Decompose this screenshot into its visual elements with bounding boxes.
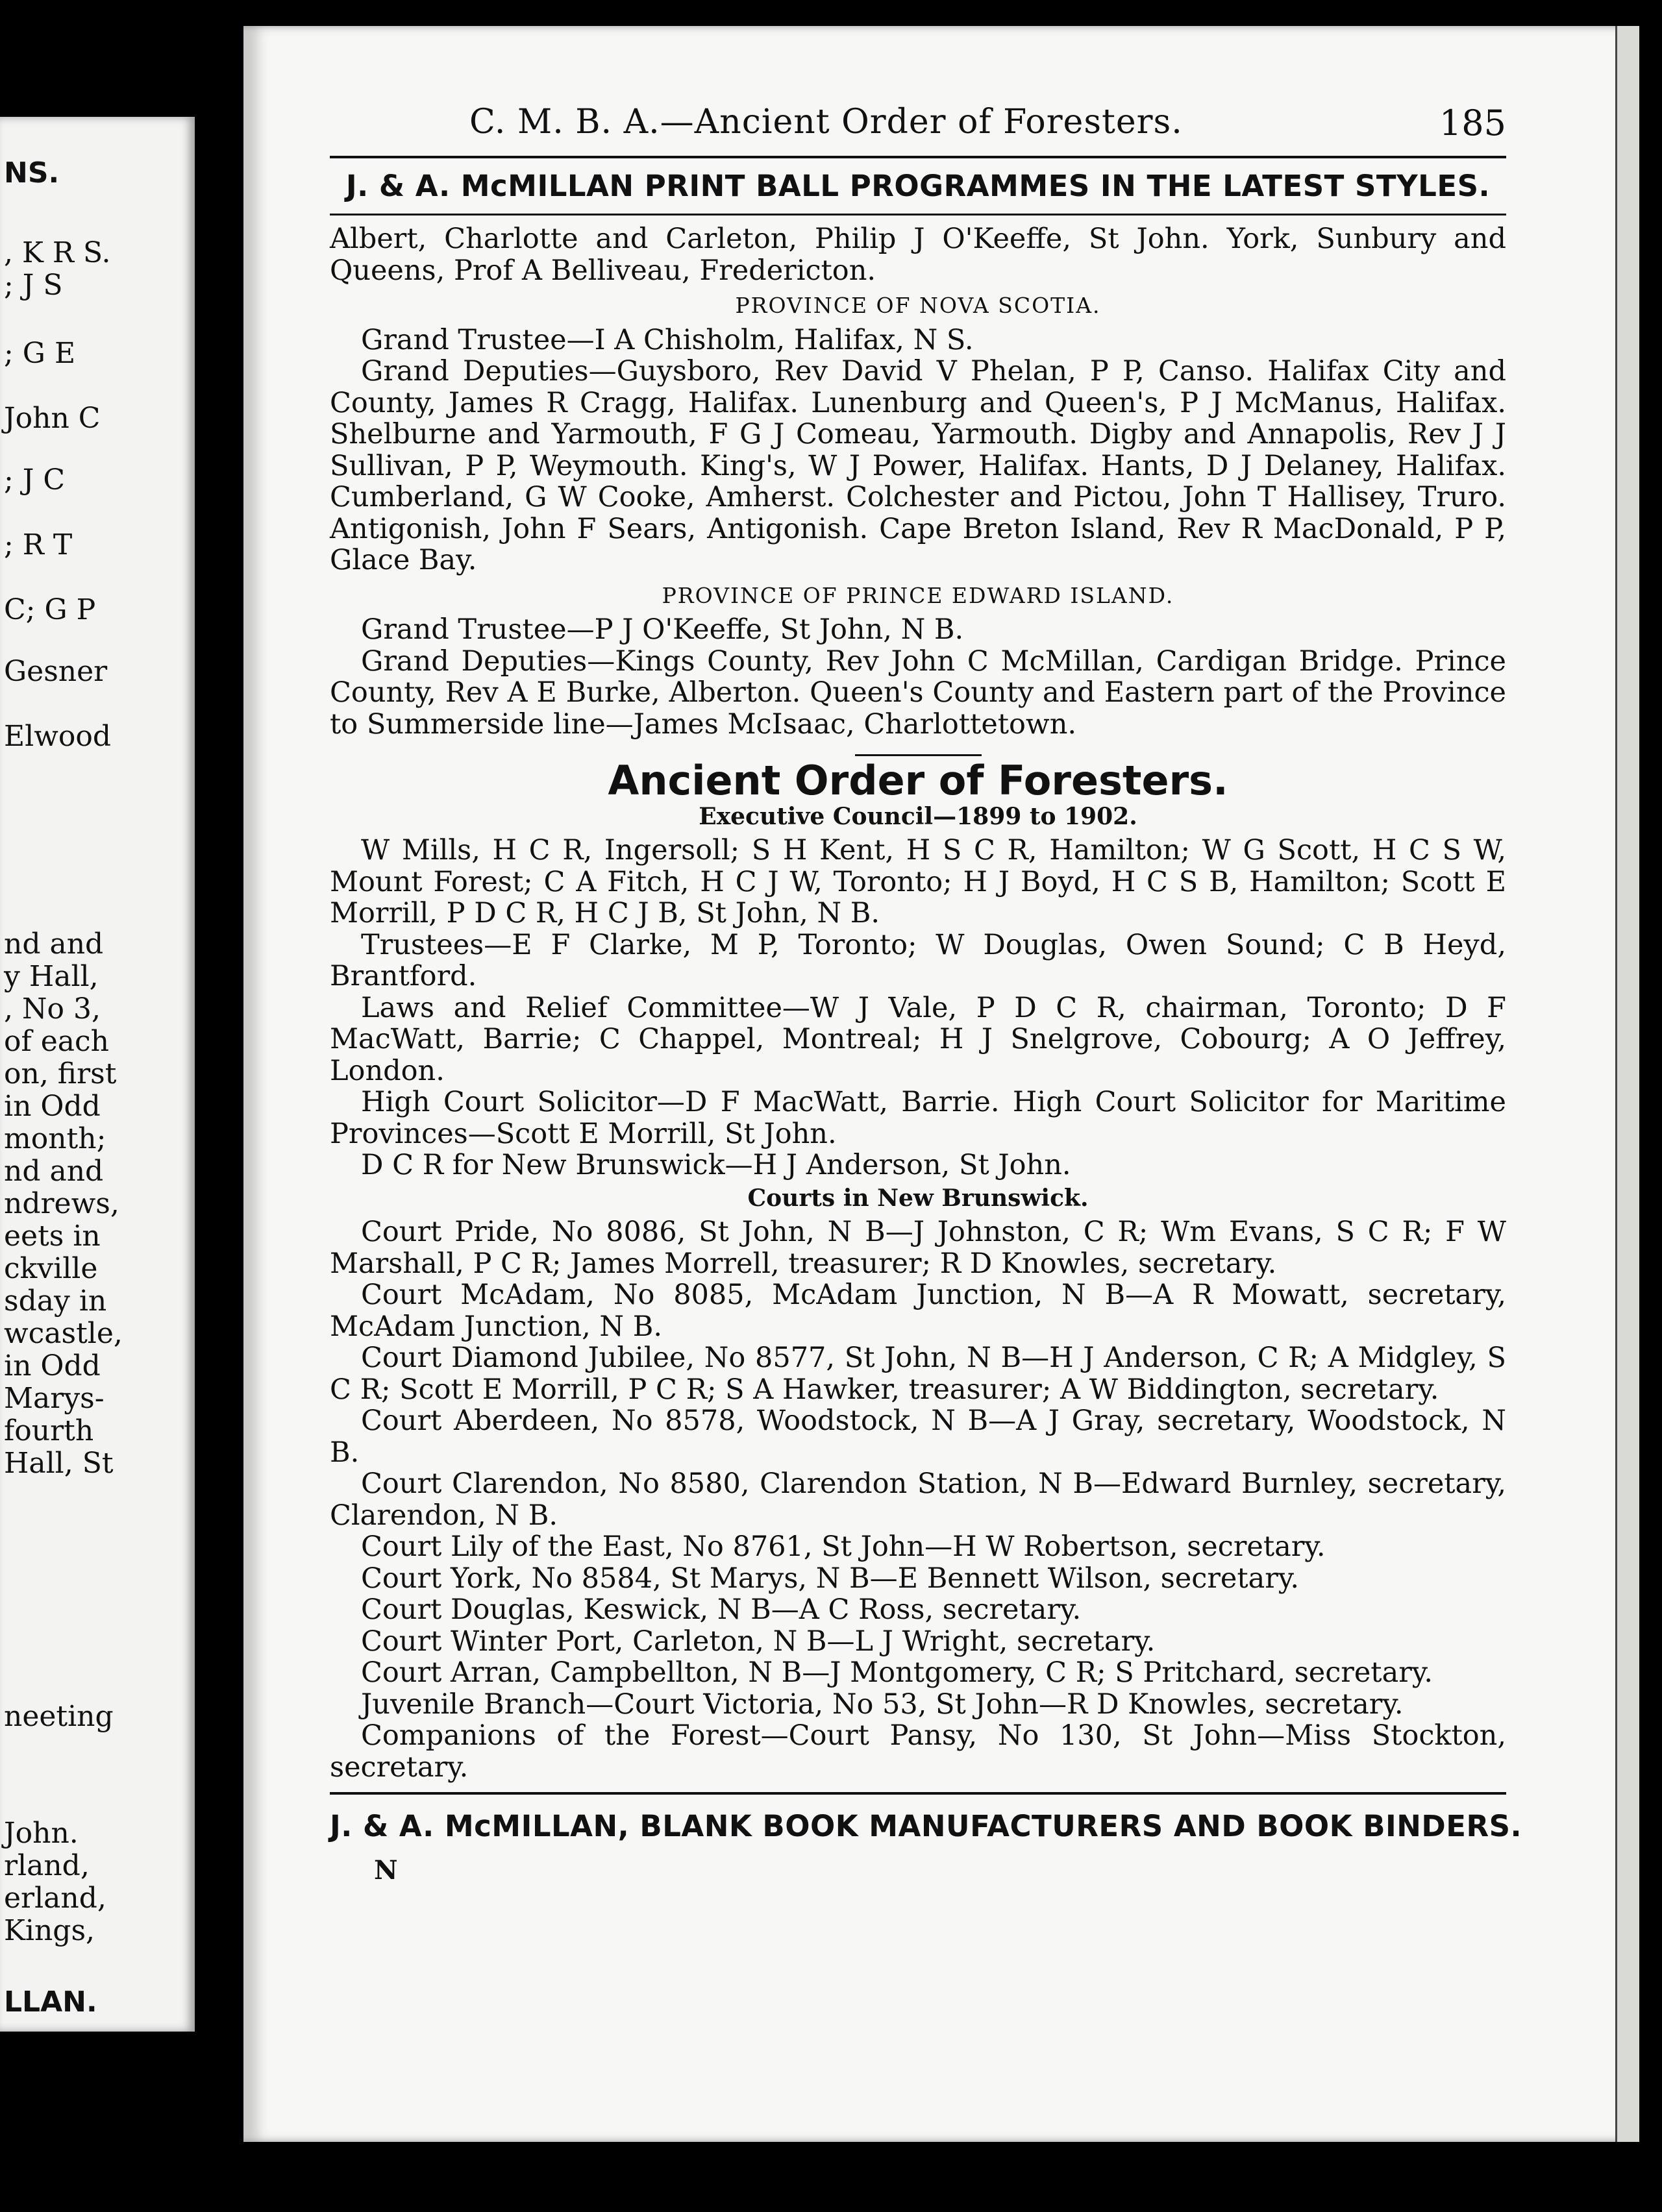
facing-page-text: Gesner <box>4 655 108 688</box>
court-entry: Court Winter Port, Carleton, N B—L J Wright, secretary. <box>361 1625 1156 1658</box>
page-content <box>330 26 1522 1886</box>
facing-page-text: month; <box>4 1122 106 1155</box>
court-entry: Juvenile Branch—Court Victoria, No 53, St John—R D Knowles, secretary. <box>361 1688 1404 1721</box>
running-title: C. M. B. A.—Ancient Order of Foresters. <box>469 103 1183 141</box>
cmba-intro: Albert, Charlotte and Carleton, Philip J O'Keeffe, St John. York, Sunbury and Queens, Prof A Belliveau, Fredericton. <box>330 223 1506 287</box>
court-entry: Court Douglas, Keswick, N B—A C Ross, secretary. <box>361 1593 1082 1626</box>
facing-page-text: Hall, St <box>4 1447 114 1480</box>
facing-page-text: ndrews, <box>4 1187 119 1220</box>
facing-page-text: Marys- <box>4 1382 105 1415</box>
facing-page-text: ; J S <box>4 269 63 302</box>
court-entry: Court Diamond Jubilee, No 8577, St John, N B—H J Anderson, C R; A Midgley, S C R; Scott E Morrill, P C R; S A Hawker, treasurer; A W Biddington, secretary. <box>330 1342 1506 1406</box>
facing-page-text: , K R S. <box>4 236 111 269</box>
facing-page-fragment <box>0 117 195 2032</box>
page-edge <box>1615 26 1639 2142</box>
court-entry: Court York, No 8584, St Marys, N B—E Bennett Wilson, secretary. <box>361 1562 1300 1595</box>
top-advertisement: J. & A. McMILLAN PRINT BALL PROGRAMMES IN THE LATEST STYLES. <box>345 169 1491 203</box>
facing-page-text: Kings, <box>4 1914 95 1947</box>
signature-mark: N <box>374 1855 398 1886</box>
facing-page-text: LLAN. <box>4 1985 97 2019</box>
facing-page-text: nd and <box>4 928 104 961</box>
facing-page-text: wcastle, <box>4 1317 123 1350</box>
facing-page-text: ; G E <box>4 337 76 370</box>
facing-page-text: erland, <box>4 1882 106 1915</box>
pei-trustee: Grand Trustee—P J O'Keeffe, St John, N B. <box>361 613 964 646</box>
court-entry: Companions of the Forest—Court Pansy, No 130, St John—Miss Stockton, secretary. <box>330 1719 1506 1784</box>
facing-page-text: y Hall, <box>4 960 99 993</box>
facing-page-text: eets in <box>4 1220 101 1253</box>
facing-page-text: in Odd <box>4 1349 101 1382</box>
nova-scotia-deputies: Grand Deputies—Guysboro, Rev David V Phelan, P P, Canso. Halifax City and County, James R Cragg, Halifax. Lunenburg and Queen's, P J McManus, Halifax. Shelburne and Yarmouth, F G J Comeau, Yarmouth. Digby and Annapolis, Rev J J Sullivan, P P, Weymouth. King's, W J Power, Halifax. Hants, D J Delaney, Halifax. Cumberland, G W Cooke, Amherst. Colchester and Pictou, John T Hallisey, Truro. Antigonish, John F Sears, Antigonish. Cape Breton Island, Rev R MacDonald, P P, Glace Bay. <box>330 355 1506 576</box>
footer-advertisement: J. & A. McMILLAN, BLANK BOOK MANUFACTURERS AND BOOK BINDERS. <box>330 1809 1522 1843</box>
court-entry: Court Aberdeen, No 8578, Woodstock, N B—A J Gray, secretary, Woodstock, N B. <box>330 1405 1506 1469</box>
facing-page-text: ckville <box>4 1252 98 1285</box>
facing-page-text: nd and <box>4 1155 104 1188</box>
court-entry: Court Pride, No 8086, St John, N B—J Johnston, C R; Wm Evans, S C R; F W Marshall, P C R; James Morrell, treasurer; R D Knowles, secretary. <box>330 1216 1506 1280</box>
facing-page-text: ; J C <box>4 463 66 497</box>
facing-page-text: John C <box>4 402 101 435</box>
trustees: Trustees—E F Clarke, M P, Toronto; W Douglas, Owen Sound; C B Heyd, Brantford. <box>330 928 1506 992</box>
court-solicitor: High Court Solicitor—D F MacWatt, Barrie. High Court Solicitor for Maritime Provinces—Scott E Morrill, St John. <box>330 1086 1506 1150</box>
court-entry: Court Arran, Campbellton, N B—J Montgomery, C R; S Pritchard, secretary. <box>361 1656 1433 1689</box>
dcr-new-brunswick: D C R for New Brunswick—H J Anderson, St John. <box>361 1149 1071 1181</box>
facing-page-text: on, first <box>4 1057 117 1090</box>
running-head <box>330 26 1506 156</box>
facing-page-text: Elwood <box>4 720 111 753</box>
body-text <box>330 223 1506 1783</box>
facing-page-text: John. <box>4 1817 79 1850</box>
laws-relief-committee: Laws and Relief Committee—W J Vale, P D C R, chairman, Toronto; D F MacWatt, Barrie; C Chappel, Montreal; H J Snelgrove, Cobourg; A O Jeffrey, London. <box>330 991 1506 1087</box>
section-divider <box>855 754 982 756</box>
section-title: Ancient Order of Foresters. <box>608 757 1228 804</box>
courts-heading: Courts in New Brunswick. <box>747 1184 1089 1212</box>
pei-deputies: Grand Deputies—Kings County, Rev John C McMillan, Cardigan Bridge. Prince County, Rev A E Burke, Alberton. Queen's County and Eastern part of the Province to Summerside line—James McIsaac, Charlottetown. <box>330 645 1506 741</box>
book-page <box>243 26 1639 2142</box>
ad-rule <box>330 214 1506 215</box>
facing-page-text: C; G P <box>4 593 96 626</box>
facing-page-text: fourth <box>4 1414 94 1447</box>
facing-page-text: NS. <box>4 156 60 190</box>
executive-council: W Mills, H C R, Ingersoll; S H Kent, H S C R, Hamilton; W G Scott, H C S W, Mount Forest; C A Fitch, H C J W, Toronto; H J Boyd, H C S B, Hamilton; Scott E Morrill, P D C R, H C J B, St John, N B. <box>330 834 1506 929</box>
executive-heading: Executive Council—1899 to 1902. <box>699 802 1137 830</box>
nova-scotia-heading: PROVINCE OF NOVA SCOTIA. <box>735 293 1101 318</box>
court-entry: Court Lily of the East, No 8761, St John—H W Robertson, secretary. <box>361 1530 1326 1563</box>
court-entry: Court Clarendon, No 8580, Clarendon Station, N B—Edward Burnley, secretary, Clarendon, N B. <box>330 1468 1506 1532</box>
page-number: 185 <box>1439 103 1506 143</box>
facing-page-text: of each <box>4 1025 110 1058</box>
pei-heading: PROVINCE OF PRINCE EDWARD ISLAND. <box>662 582 1174 608</box>
facing-page-text: rland, <box>4 1849 90 1882</box>
nova-scotia-trustee: Grand Trustee—I A Chisholm, Halifax, N S. <box>361 323 974 356</box>
courts-list <box>330 1216 1506 1783</box>
facing-page-text: sday in <box>4 1284 107 1318</box>
facing-page-text: neeting <box>4 1700 114 1733</box>
facing-page-text: in Odd <box>4 1090 101 1123</box>
facing-page-text: ; R T <box>4 528 73 561</box>
facing-page-text: , No 3, <box>4 992 101 1026</box>
court-entry: Court McAdam, No 8085, McAdam Junction, N B—A R Mowatt, secretary, McAdam Junction, N B. <box>330 1279 1506 1343</box>
